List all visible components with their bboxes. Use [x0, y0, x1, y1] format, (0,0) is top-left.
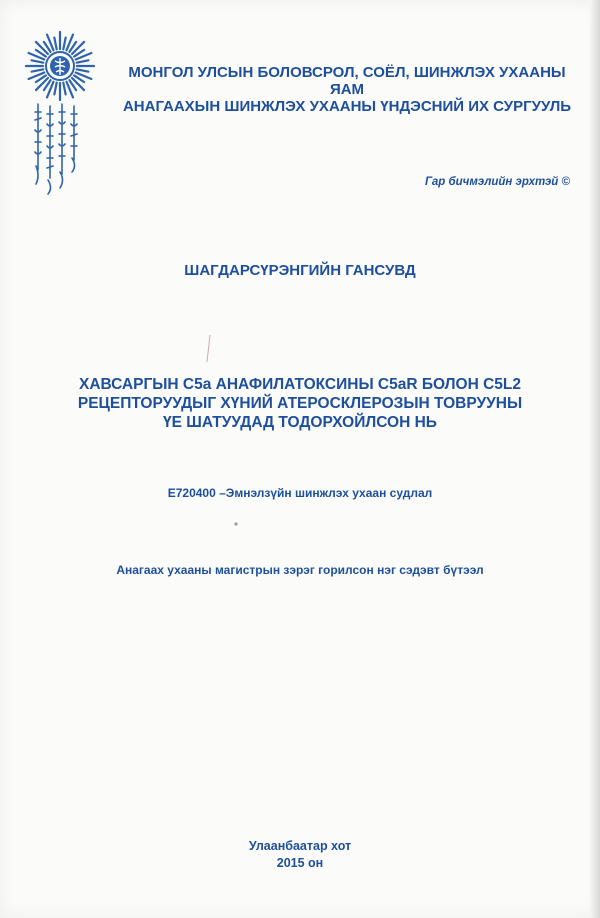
- page-edge: [590, 0, 600, 918]
- emblem-ray: [63, 83, 65, 95]
- institution-header: [112, 64, 582, 115]
- degree-statement: Анагаах ухааны магистрын зэрэг горилсон нэг сэдэвт бүтээл: [116, 563, 484, 577]
- author-name: ШАГДАРСҮРЭНГИЙН ГАНСУВД: [184, 262, 416, 279]
- emblem-ray: [32, 60, 44, 62]
- place-and-year: [0, 838, 600, 872]
- emblem-ray: [77, 60, 89, 62]
- city: Улаанбаатар хот: [248, 839, 352, 853]
- thesis-title: [40, 375, 560, 432]
- university-name: АНАГААХЫН ШИНЖЛЭХ УХААНЫ ҮНДЭСНИЙ ИХ СУРГУУЛЬ: [122, 98, 572, 115]
- emblem-ray: [54, 38, 56, 50]
- thesis-title-line: РЕЦЕПТОРУУДЫГ ХҮНИЙ АТЕРОСКЛЕРОЗЫН ТОВРУУНЫ: [77, 395, 523, 412]
- mongolian-script-emblem: [30, 100, 90, 196]
- university-emblem-icon: [24, 30, 96, 102]
- copyright-notice: Гар бичмэлийн эрхтэй ©: [424, 176, 570, 188]
- emblem-ray: [63, 38, 65, 50]
- thesis-title-line: ҮЕ ШАТУУДАД ТОДОРХОЙЛСОН НЬ: [163, 414, 437, 431]
- specialty-code: E720400 –Эмнэлзүйн шинжлэх ухаан судлал: [167, 486, 433, 500]
- year: 2015 он: [276, 856, 324, 870]
- emblem-ray: [32, 69, 44, 71]
- emblem-ray: [54, 83, 56, 95]
- thesis-title-line: ХАВСАРГЫН C5a АНАФИЛАТОКСИНЫ C5aR БОЛОН C5L2: [78, 376, 522, 393]
- ministry-name: МОНГОЛ УЛСЫН БОЛОВСРОЛ, СОЁЛ, ШИНЖЛЭХ УХААНЫ ЯАМ: [128, 64, 566, 98]
- emblem-ray: [77, 69, 89, 71]
